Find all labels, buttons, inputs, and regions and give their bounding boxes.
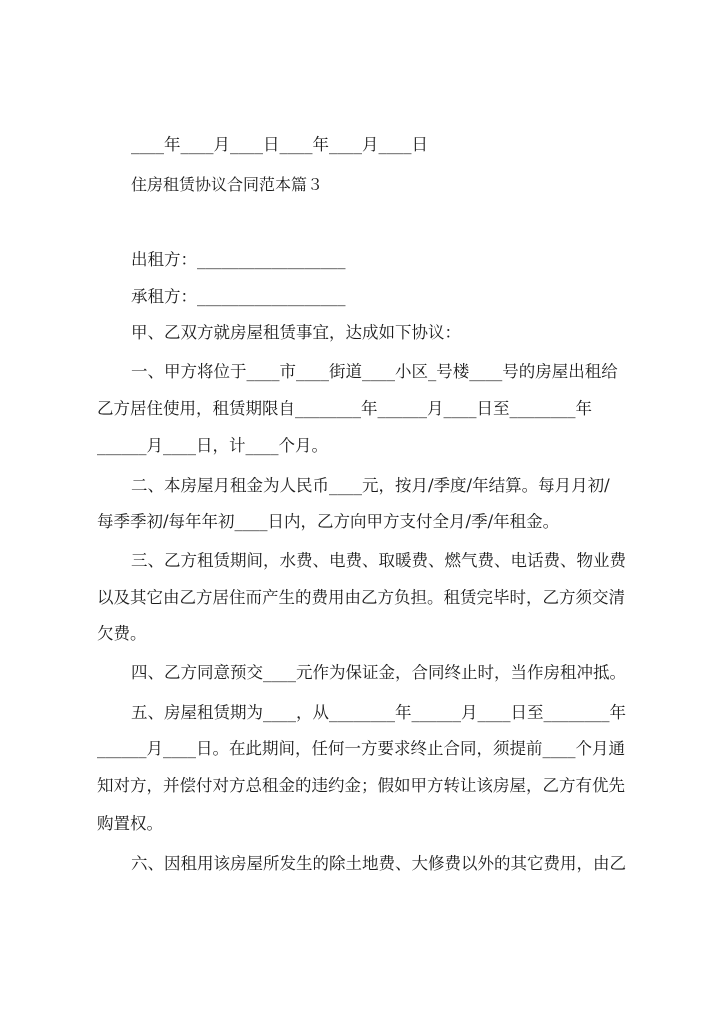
clause5-line1: 五、房屋租赁期为____，从________年______月____日至________年 xyxy=(131,703,626,722)
clause4-line1: 四、乙方同意预交____元作为保证金，合同终止时，当作房租冲抵。 xyxy=(131,663,626,682)
clause5-line2: ______月____日。在此期间，任何一方要求终止合同，须提前____个月通 xyxy=(97,739,625,758)
clause1-line1: 一、甲方将位于____市____街道____小区_号楼____号的房屋出租给 xyxy=(131,362,618,381)
clause1-line3: ______月____日，计____个月。 xyxy=(97,436,328,455)
intro-paragraph: 甲、乙双方就房屋租赁事宜，达成如下协议： xyxy=(131,323,461,342)
lessee-field: 承租方：__________________ xyxy=(131,287,346,306)
date-line: ____年____月____日____年____月____日 xyxy=(131,135,428,154)
clause2-line2: 每季季初/每年年初____日内，乙方向甲方支付全月/季/年租金。 xyxy=(97,512,560,531)
clause2-line1: 二、本房屋月租金为人民币____元，按月/季度/年结算。每月月初/ xyxy=(131,476,610,495)
lessor-field: 出租方：__________________ xyxy=(131,250,346,269)
clause5-line3: 知对方，并偿付对方总租金的违约金；假如甲方转让该房屋，乙方有优先 xyxy=(97,776,625,795)
clause3-line3: 欠费。 xyxy=(97,624,147,643)
clause1-line2: 乙方居住使用，租赁期限自________年______月____日至________年 xyxy=(97,399,592,418)
clause6-line1: 六、因租用该房屋所发生的除土地费、大修费以外的其它费用，由乙 xyxy=(131,854,626,873)
clause3-line1: 三、乙方租赁期间，水费、电费、取暖费、燃气费、电话费、物业费 xyxy=(131,551,626,570)
document-title: 住房租赁协议合同范本篇３ xyxy=(131,175,324,194)
clause5-line4: 购置权。 xyxy=(97,814,163,833)
clause3-line2: 以及其它由乙方居住而产生的费用由乙方负担。租赁完毕时，乙方须交清 xyxy=(97,588,625,607)
